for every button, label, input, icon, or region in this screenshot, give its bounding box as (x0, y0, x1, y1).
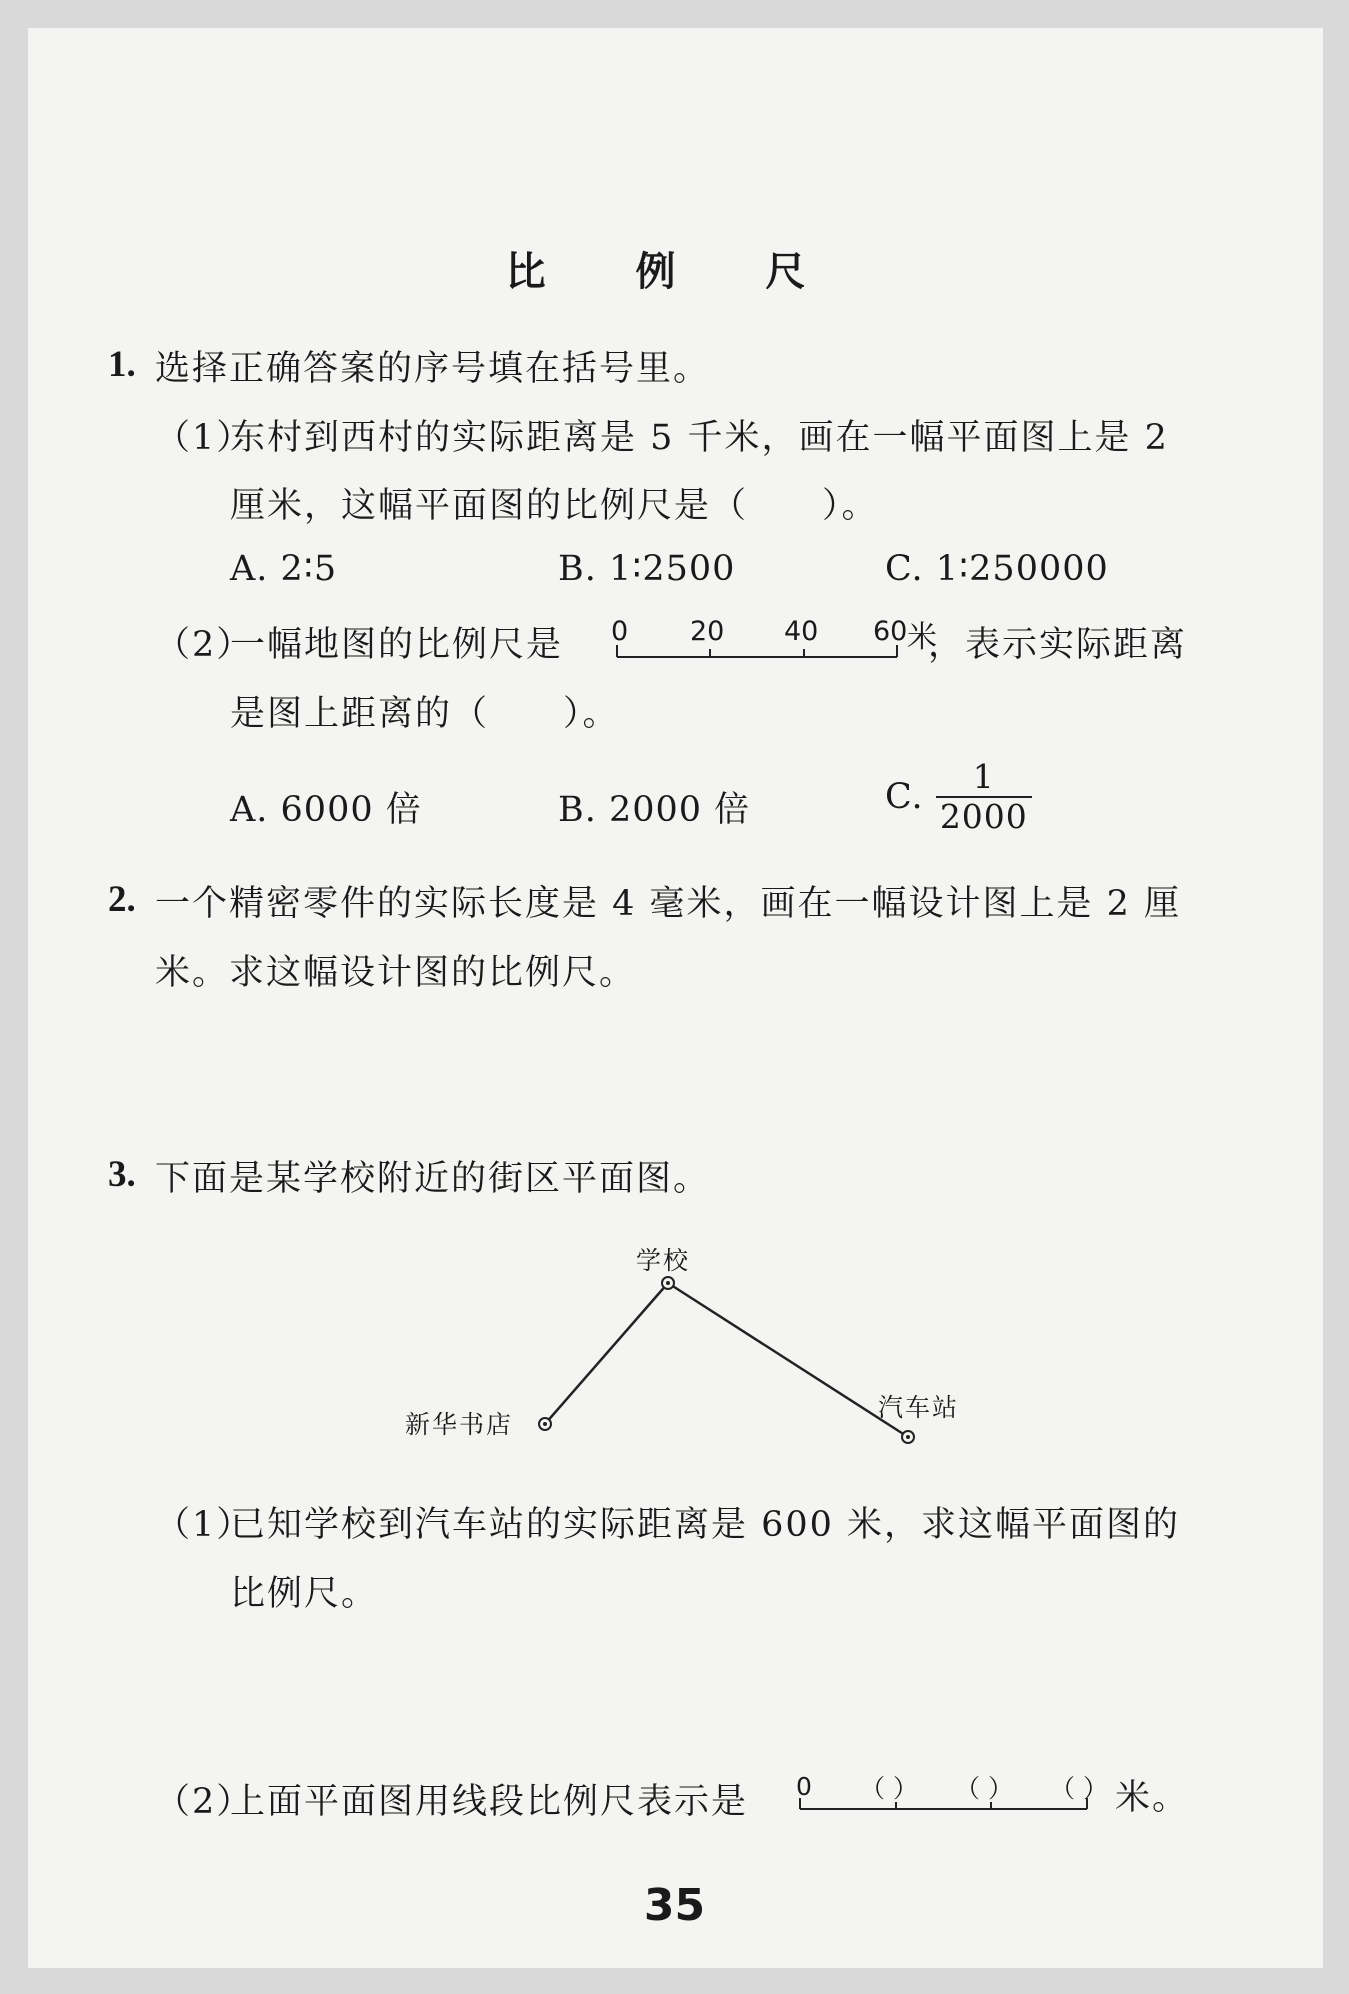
q1-2-line2: 是图上距离的（ ）。 (230, 694, 620, 734)
q1-2-line1-before: 一幅地图的比例尺是 (230, 625, 564, 665)
fraction-numerator: 1 (936, 758, 1032, 798)
q1-2-label: （2） (155, 625, 254, 665)
q1-number: 1. (108, 344, 136, 385)
q3-2-blank-2[interactable]: （ ） (955, 1774, 1013, 1803)
q1-1-option-b[interactable]: B. 1∶2500 (558, 549, 736, 589)
map-label-school: 学校 (636, 1246, 691, 1275)
q3-2-scale-zero: 0 (796, 1772, 812, 1801)
q3-number: 3. (108, 1154, 136, 1195)
q1-1-option-c[interactable]: C. 1∶250000 (885, 549, 1109, 589)
q2-number: 2. (108, 879, 136, 920)
q1-2-option-b[interactable]: B. 2000 倍 (558, 790, 751, 830)
page-number: 35 (643, 1880, 706, 1931)
q1-prompt: 选择正确答案的序号填在括号里。 (155, 349, 711, 389)
q3-2-blank-1[interactable]: （ ） (860, 1774, 918, 1803)
map-label-station: 汽车站 (878, 1393, 960, 1422)
q3-2-unit-end: 米。 (1115, 1778, 1190, 1818)
q3-1-label: （1） (155, 1505, 254, 1545)
scale-tick-label-60: 60 (873, 616, 908, 647)
q1-1-line2: 厘米，这幅平面图的比例尺是（ ）。 (230, 486, 879, 526)
q1-1-line1: 东村到西村的实际距离是 5 千米，画在一幅平面图上是 2 (230, 418, 1169, 458)
q3-2-label: （2） (155, 1782, 254, 1822)
scale-tick-label-0: 0 (611, 616, 629, 647)
q3-2-blank-3[interactable]: （ ） (1050, 1774, 1108, 1803)
q1-1-option-a[interactable]: A. 2∶5 (230, 549, 338, 589)
fraction-denominator: 2000 (939, 796, 1028, 836)
q3-1-line1: 已知学校到汽车站的实际距离是 600 米，求这幅平面图的 (230, 1505, 1181, 1545)
page-title: 比 例 尺 (505, 249, 844, 295)
q1-2-option-c-prefix: C. (885, 776, 924, 817)
q1-2-option-a[interactable]: A. 6000 倍 (230, 790, 422, 830)
q3-2-text: 上面平面图用线段比例尺表示是 (230, 1782, 749, 1822)
q1-2-line1-after: ，表示实际距离 (928, 625, 1188, 665)
scale-tick-label-20: 20 (690, 616, 725, 647)
scale-unit: 米 (907, 620, 939, 655)
map-label-bookstore: 新华书店 (405, 1410, 514, 1439)
q1-1-label: （1） (155, 418, 254, 458)
scale-tick-label-40: 40 (784, 616, 819, 647)
q2-line1: 一个精密零件的实际长度是 4 毫米，画在一幅设计图上是 2 厘 (155, 884, 1182, 924)
q3-prompt: 下面是某学校附近的街区平面图。 (155, 1159, 711, 1199)
q3-1-line2: 比例尺。 (230, 1574, 379, 1614)
q2-line2: 米。求这幅设计图的比例尺。 (155, 953, 637, 993)
